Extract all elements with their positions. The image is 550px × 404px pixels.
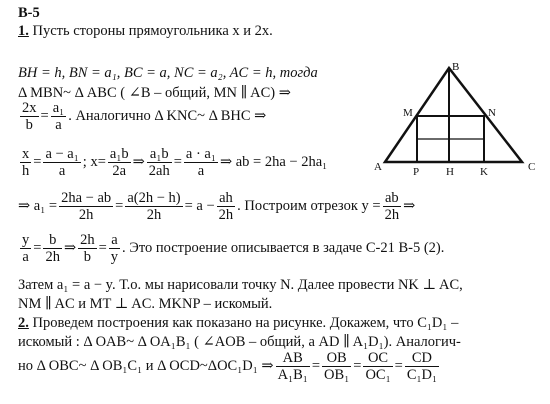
equals: = [311,358,321,374]
item1-line3: Δ MBN~ Δ ABC ( ∠B – общий, MN ∥ AC) ⇒ [18,85,291,101]
label-k: K [480,166,488,178]
equals: = [173,154,182,170]
implies: ⇒ [403,198,416,214]
item1-intro: Пусть стороны прямоугольника x и 2x. [32,23,273,39]
fraction: $\frac{\text{a₁}}{a}$ [52,100,65,133]
equals: = [40,108,49,124]
fraction: $\frac{ah}{2h}$ [218,190,234,223]
label-b: B [452,61,460,73]
text: ⇒ a₁ = [18,198,58,214]
item2-label: 2. [18,315,29,331]
fraction: $\frac{x}{h}$ [22,146,30,179]
fraction: $\frac{a(2h - h)}{2h}$ [127,190,181,223]
fraction: $\frac{AB}{\text{A₁B₁}}$ [277,350,308,383]
item1-line6 [18,190,415,223]
fraction: $\frac{\text{a₁b}}{2a}$ [109,146,129,179]
fraction: $\frac{2x}{b}$ [22,100,37,133]
implies: ⇒ [63,240,77,256]
label-c: C [528,161,536,173]
item1-line8: Затем a₁ = a − y. Т.о. мы нарисовали точку N. Далее провести NK ⊥ AC, [18,277,463,293]
item1-label: 1. [18,23,29,39]
text: . Построим отрезок y = [237,198,381,214]
item1-line4-text: . Аналогично Δ KNC~ Δ BHC ⇒ [68,108,267,124]
item1-intro-line [18,22,273,40]
fraction: $\frac{\text{a · a₁}}{a}$ [185,146,216,179]
item1-line5 [18,146,327,179]
fraction: $\frac{y}{a}$ [22,232,30,265]
label-p: P [413,166,420,178]
page-title: В-5 [18,5,40,21]
fraction: $\frac{OC}{\text{OC₁}}$ [365,350,391,383]
equals: = [33,154,42,170]
equals: = [98,240,107,256]
fraction: $\frac{CD}{\text{C₁D₁}}$ [406,350,438,383]
fraction: $\frac{a}{y}$ [110,232,119,265]
equals: = [115,198,124,214]
label-n: N [488,107,496,119]
implies: ⇒ [132,154,145,170]
item2-line1 [18,314,458,332]
equals: = [394,358,403,374]
item2-line3 [18,350,441,383]
fraction: $\frac{\text{a₁b}}{2ah}$ [148,146,170,179]
item1-line7 [18,232,444,265]
item1-line2: BH = h, BN = a₁, BC = a, NC = a₂, AC = h, тогда [18,65,318,81]
label-h: H [446,166,454,178]
text: = a − [184,198,215,214]
item2-text1: Проведем построения как показано на рисунке. Докажем, что C₁D₁ – [32,315,459,331]
text: ; x= [82,154,106,170]
fraction: $\frac{2h}{b}$ [80,232,95,265]
label-a: A [374,161,382,173]
fraction: $\frac{2ha - ab}{2h}$ [61,190,112,223]
label-m: M [403,107,413,119]
equals: = [353,358,362,374]
triangle-figure [370,60,550,180]
fraction: $\frac{OB}{\text{OB₁}}$ [324,350,350,383]
text: . Это построение описывается в задаче С-21 В-5 (2). [122,240,445,256]
item1-line4 [18,100,266,133]
fraction: $\frac{\text{a − a₁}}{a}$ [45,146,79,179]
text: но Δ OBC~ Δ OB₁C₁ и Δ OCD~ΔOC₁D₁ ⇒ [18,358,274,374]
item1-line9: NM ∥ AC и MT ⊥ AC. MKNP – искомый. [18,296,273,312]
fraction: $\frac{ab}{2h}$ [384,190,400,223]
text: ⇒ ab = 2ha − 2ha₁ [219,154,328,170]
fraction: $\frac{b}{2h}$ [45,232,60,265]
item2-line2: искомый : Δ OAB~ Δ OA₁B₁ ( ∠AOB – общий, а AD ∥ A₁D₁). Аналогич- [18,334,461,350]
equals: = [33,240,42,256]
